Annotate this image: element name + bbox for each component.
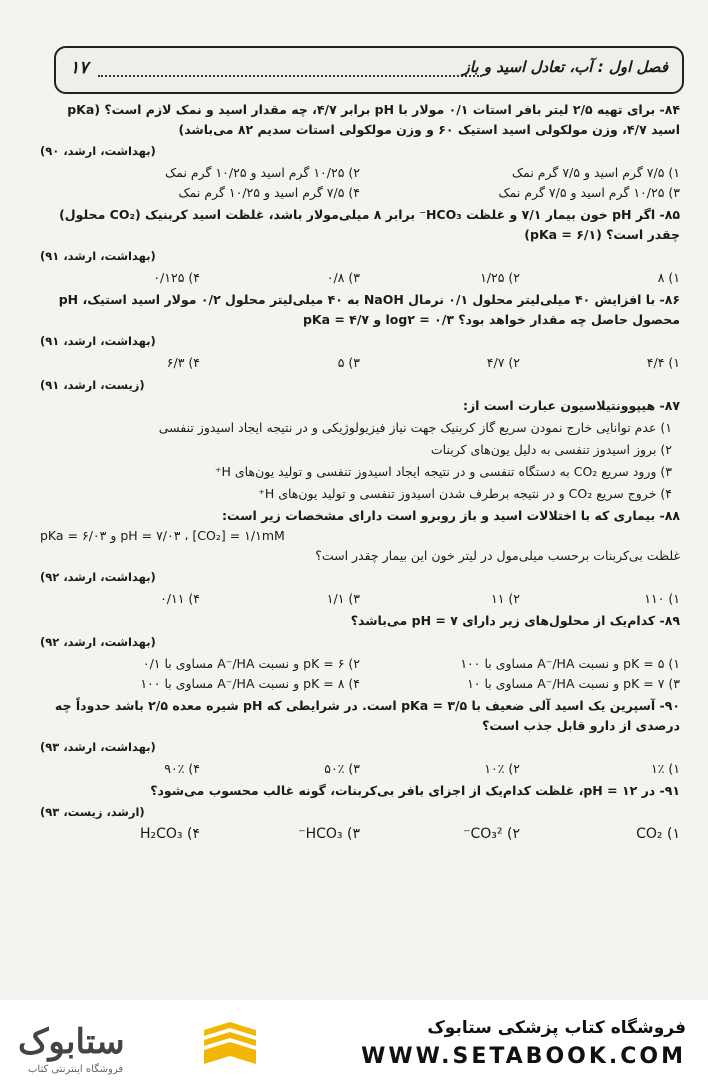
logo-tagline: فروشگاه اینترنتی کتاب bbox=[28, 1064, 124, 1075]
question-source: (بهداشت، ارشد، ۹۳) bbox=[40, 740, 156, 754]
question-source: (زیست، ارشد، ۹۱) bbox=[40, 378, 145, 392]
options bbox=[40, 759, 680, 779]
questions bbox=[40, 100, 680, 846]
question-text-2: غلظت بی‌کربنات برحسب میلی‌مول در لیتر خون این بیمار چقدر است؟ bbox=[315, 548, 680, 563]
question-source: (بهداشت، ارشد، ۹۰) bbox=[40, 144, 156, 158]
option-3: ۳) ۱/۱ bbox=[326, 591, 360, 606]
option-1: ۱) عدم توانایی خارج نمودن سریع گاز کربنیک جهت نیاز فیزیولوژیکی و در نتیجه ایجاد اسیدوز تنفسی bbox=[158, 420, 672, 435]
options bbox=[40, 268, 680, 288]
store-name: فروشگاه کتاب پزشکی ستابوک bbox=[427, 1018, 686, 1038]
question-source: (ارشد، زیست، ۹۳) bbox=[40, 805, 145, 819]
options bbox=[40, 353, 680, 373]
store-url[interactable]: WWW.SETABOOK.COM bbox=[361, 1044, 686, 1069]
option-3: ۳) ورود سریع CO₂ به دستگاه تنفسی و در نتیجه ایجاد اسیدوز تنفسی و تولید یون‌های H⁺ bbox=[214, 464, 672, 479]
option-1: ۱) ۷/۵ گرم اسید و ۷/۵ گرم نمک bbox=[511, 165, 680, 180]
question-text: ۹۱- در pH = ۱۲، غلظت کدام‌یک از اجزای بافر بی‌کربنات، گونه غالب محسوب می‌شود؟ bbox=[150, 783, 680, 798]
question-91 bbox=[40, 781, 680, 844]
option-4: ۴) pK = ۸ و نسبت A⁻/HA مساوی با ۱۰۰ bbox=[140, 676, 360, 691]
question-source: (بهداشت، ارشد، ۹۱) bbox=[40, 249, 156, 263]
option-1: ۱) ۱۱۰ bbox=[644, 591, 680, 606]
options bbox=[40, 589, 680, 609]
question-89 bbox=[40, 611, 680, 694]
question-90 bbox=[40, 696, 680, 779]
question-84 bbox=[40, 100, 680, 203]
option-4: ۴) ۶/۳ bbox=[166, 355, 200, 370]
option-3: ۳) pK = ۷ و نسبت A⁻/HA مساوی با ۱۰ bbox=[467, 676, 680, 691]
option-2: ۲) pK = ۶ و نسبت A⁻/HA مساوی با ۰/۱ bbox=[142, 656, 360, 671]
options bbox=[40, 654, 680, 694]
question-text: ۸۵- اگر pH خون بیمار ۷/۱ و غلظت HCO₃⁻ برابر ۸ میلی‌مولار باشد، غلظت اسید کربنیک (CO₂ محلول) چقدر است؟ (pKa = ۶/۱) bbox=[59, 207, 680, 242]
question-source: (بهداشت، ارشد، ۹۲) bbox=[40, 570, 156, 584]
option-4: ۴) ۰/۱۲۵ bbox=[153, 270, 200, 285]
option-1: ۱) ۸ bbox=[657, 270, 680, 285]
option-2: ۲) ۱/۲۵ bbox=[480, 270, 520, 285]
question-text: ۸۶- با افزایش ۴۰ میلی‌لیتر محلول ۰/۱ نرمال NaOH به ۴۰ میلی‌لیتر محلول ۰/۲ مولار اسید استیک، pH محصول حاصل چه مقدار خواهد بود؟ log۲ = ۰/۳ و pKa = ۴/۷ bbox=[58, 292, 680, 327]
question-85 bbox=[40, 205, 680, 288]
page-number: ۱۷ bbox=[70, 58, 89, 78]
question-text: ۹۰- آسپرین یک اسید آلی ضعیف با pKa = ۳/۵ است. در شرایطی که pH شیره معده ۲/۵ باشد حدوداً چه درصدی از دارو قابل جذب است؟ bbox=[54, 698, 680, 733]
question-source: (بهداشت، ارشد، ۹۲) bbox=[40, 635, 156, 649]
question-88 bbox=[40, 506, 680, 609]
chapter-title: فصل اول : آب، تعادل اسید و باز bbox=[462, 58, 668, 76]
option-3: ۳) ۰/۸ bbox=[326, 270, 360, 285]
option-3: ۳) ۵۰٪ bbox=[324, 761, 360, 776]
question-text: ۸۸- بیماری که با اختلالات اسید و باز روبرو است دارای مشخصات زیر است: bbox=[222, 508, 680, 523]
option-2: ۲) CO₃²⁻ bbox=[463, 826, 520, 842]
chapter-header bbox=[54, 46, 684, 94]
question-text: ۸۷- هیپوونتیلاسیون عبارت است از: bbox=[462, 398, 680, 413]
question-source: (بهداشت، ارشد، ۹۱) bbox=[40, 334, 156, 348]
header-dots bbox=[98, 75, 482, 77]
question-text: ۸۹- کدام‌یک از محلول‌های زیر دارای pH = ۷ می‌باشد؟ bbox=[350, 613, 680, 628]
option-2: ۲) ۱۰/۲۵ گرم اسید و ۱۰/۲۵ گرم نمک bbox=[165, 165, 360, 180]
data-line: pH = ۷/۰۳ ، [CO₂] = ۱/۱mM و pKa = ۶/۰۳ bbox=[40, 528, 285, 543]
option-4: ۴) خروج سریع CO₂ و در نتیجه برطرف شدن اسیدوز تنفسی و تولید یون‌های H⁺ bbox=[258, 486, 672, 501]
option-1: ۱) CO₂ bbox=[636, 826, 680, 842]
option-4: ۴) ۷/۵ گرم اسید و ۱۰/۲۵ گرم نمک bbox=[178, 185, 360, 200]
option-2: ۲) بروز اسیدوز تنفسی به دلیل یون‌های کربنات bbox=[430, 442, 672, 457]
option-1: ۱) ۴/۴ bbox=[646, 355, 680, 370]
option-1: ۱) pK = ۵ و نسبت A⁻/HA مساوی با ۱۰۰ bbox=[460, 656, 680, 671]
option-3: ۳) ۱۰/۲۵ گرم اسید و ۷/۵ گرم نمک bbox=[498, 185, 680, 200]
option-2: ۲) ۱۱ bbox=[490, 591, 520, 606]
option-2: ۲) ۴/۷ bbox=[486, 355, 520, 370]
question-87 bbox=[40, 375, 680, 504]
question-text: ۸۴- برای تهیه ۲/۵ لیتر بافر استات ۰/۱ مولار با pH برابر ۴/۷، چه مقدار اسید و نمک لازم است؟ (pKa اسید ۴/۷، وزن مولکولی اسید استیک ۶۰ و وزن مولکولی استات سدیم ۸۲ می‌باشد) bbox=[67, 102, 680, 137]
option-2: ۲) ۱۰٪ bbox=[484, 761, 520, 776]
footer-banner bbox=[0, 1000, 708, 1080]
logo-book-icon bbox=[200, 1020, 260, 1068]
question-86 bbox=[40, 290, 680, 373]
option-4: ۴) ۹۰٪ bbox=[164, 761, 200, 776]
option-3: ۳) ۵ bbox=[337, 355, 360, 370]
option-4: ۴) ۰/۱۱ bbox=[160, 591, 200, 606]
option-3: ۳) HCO₃⁻ bbox=[298, 826, 360, 842]
option-1: ۱) ۱٪ bbox=[650, 761, 680, 776]
options bbox=[40, 163, 680, 203]
options bbox=[40, 824, 680, 844]
logo-wordmark: ستابوک bbox=[18, 1023, 125, 1061]
option-4: ۴) H₂CO₃ bbox=[140, 826, 200, 842]
